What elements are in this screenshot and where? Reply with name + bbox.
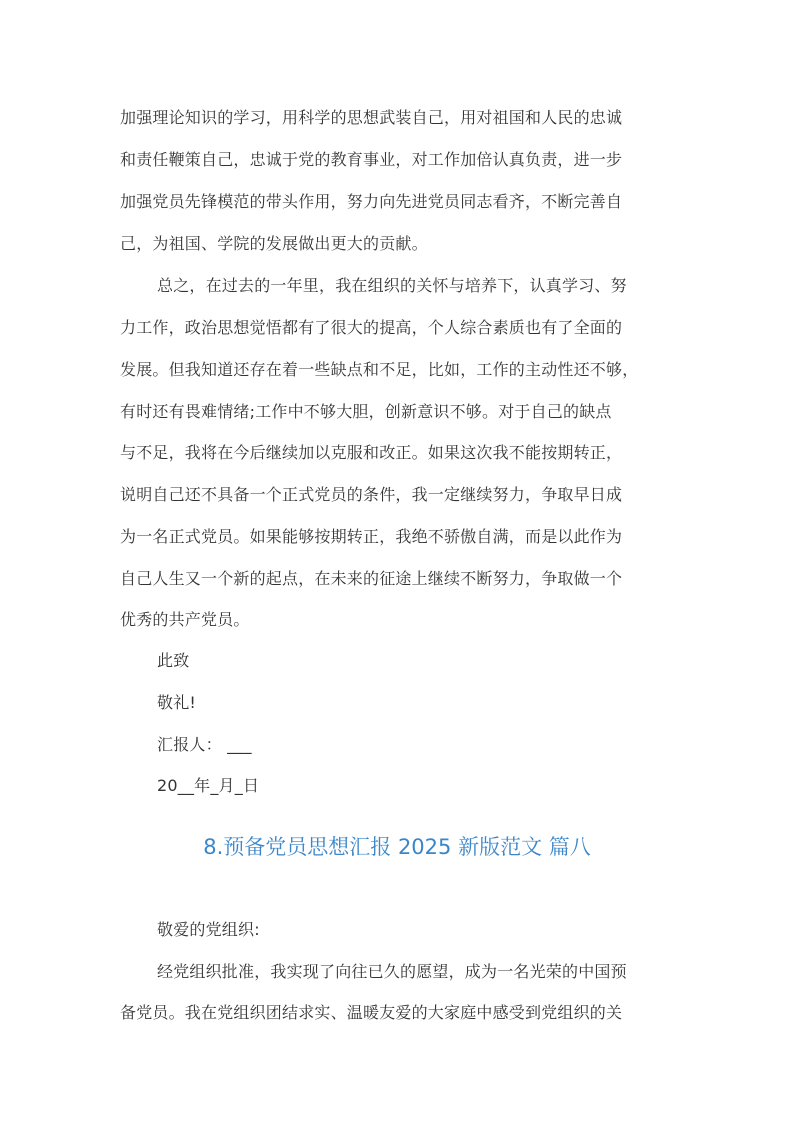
text-line: 有时还有畏难情绪;工作中不够大胆，创新意识不够。对于自己的缺点 <box>120 402 612 421</box>
report-date: 20__年_月_日 <box>157 776 260 795</box>
reporter-signature: 汇报人： ___ <box>157 735 252 754</box>
closing-jingli: 敬礼! <box>157 693 197 712</box>
text-line: 与不足，我将在今后继续加以克服和改正。如果这次我不能按期转正， <box>120 443 623 462</box>
text-line: 为一名正式党员。如果能够按期转正，我绝不骄傲自满，而是以此作为 <box>120 527 623 546</box>
text-line: 己，为祖国、学院的发展做出更大的贡献。 <box>120 234 428 253</box>
text-line: 说明自己还不具备一个正式党员的条件，我一定继续努力，争取早日成 <box>120 485 623 504</box>
section-heading: 8.预备党员思想汇报 2025 新版范文 篇八 <box>203 835 591 859</box>
salutation: 敬爱的党组织: <box>157 920 260 939</box>
text-line: 总之，在过去的一年里，我在组织的关怀与培养下，认真学习、努 <box>157 276 627 295</box>
text-line: 经党组织批准，我实现了向往已久的愿望，成为一名光荣的中国预 <box>157 962 627 981</box>
text-line: 发展。但我知道还存在着一些缺点和不足，比如，工作的主动性还不够， <box>120 360 639 379</box>
text-line: 优秀的共产党员。 <box>120 610 250 629</box>
text-line: 力工作，政治思想觉悟都有了很大的提高，个人综合素质也有了全面的 <box>120 318 623 337</box>
text-line: 加强理论知识的学习，用科学的思想武装自己，用对祖国和人民的忠诚 <box>120 108 623 127</box>
text-line: 自己人生又一个新的起点，在未来的征途上继续不断努力，争取做一个 <box>120 569 623 588</box>
text-line: 加强党员先锋模范的带头作用，努力向先进党员同志看齐，不断完善自 <box>120 192 623 211</box>
text-line: 和责任鞭策自己，忠诚于党的教育事业，对工作加倍认真负责，进一步 <box>120 150 623 169</box>
text-line: 备党员。我在党组织团结求实、温暖友爱的大家庭中感受到党组织的关 <box>120 1003 623 1022</box>
closing-cizhi: 此致 <box>157 651 190 670</box>
